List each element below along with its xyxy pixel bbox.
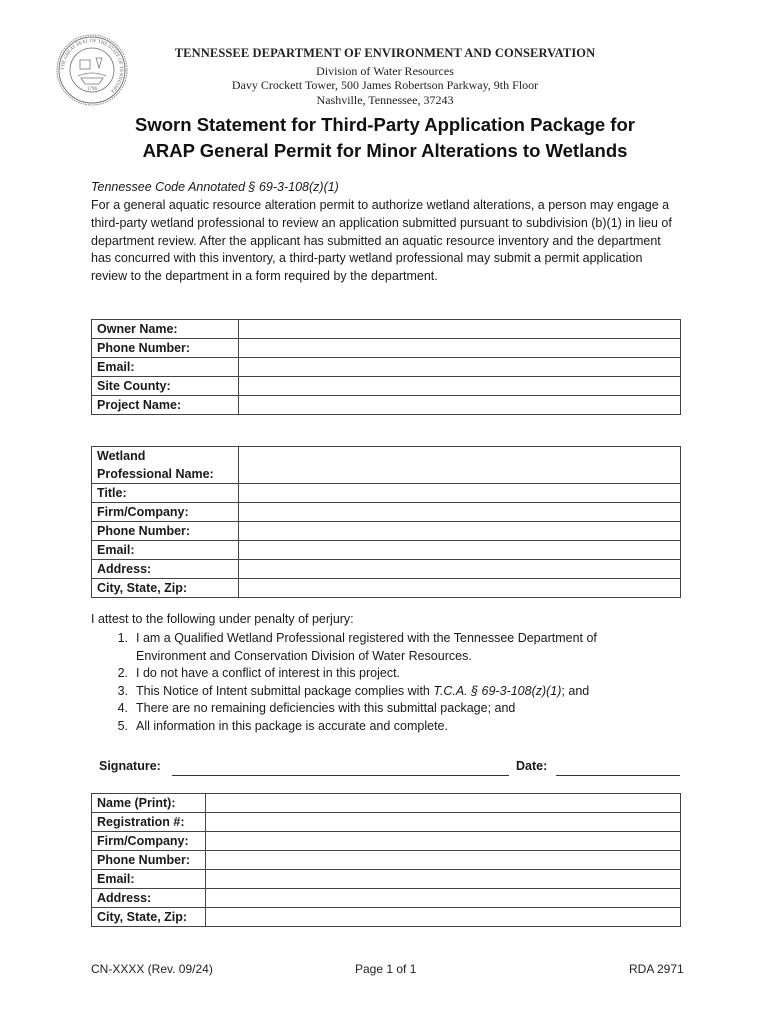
attest-item-number: 2. bbox=[117, 666, 128, 681]
professional-firm-field[interactable] bbox=[239, 503, 681, 522]
project-name-field[interactable] bbox=[239, 396, 681, 415]
date-line[interactable] bbox=[556, 775, 680, 776]
form-title-line-1: Sworn Statement for Third-Party Application Package for bbox=[135, 114, 635, 135]
owner-name-field[interactable] bbox=[239, 320, 681, 339]
signature-line[interactable] bbox=[172, 775, 509, 776]
owner-info-table bbox=[91, 319, 681, 415]
signer-email-field[interactable] bbox=[206, 870, 681, 889]
attest-item-text: I am a Qualified Wetland Professional registered with the Tennessee Department of Environment and Conservation Division of Water Resources. bbox=[136, 631, 597, 663]
signer-address-field[interactable] bbox=[206, 889, 681, 908]
date-label: Date: bbox=[516, 759, 548, 773]
rda-number: RDA 2971 bbox=[629, 962, 684, 976]
attest-item-text: All information in this package is accurate and complete. bbox=[136, 718, 448, 733]
signer-address-label: Address: bbox=[92, 889, 206, 908]
professional-city-field[interactable] bbox=[239, 579, 681, 598]
division-name: Division of Water Resources bbox=[316, 64, 454, 78]
seal-year: 1796 bbox=[87, 87, 97, 92]
attest-item-text-post: ; and bbox=[561, 683, 590, 698]
statute-citation: Tennessee Code Annotated § 69-3-108(z)(1) bbox=[91, 180, 339, 194]
site-county-label: Site County: bbox=[92, 377, 239, 396]
seal-outer-text: THE GREAT SEAL OF THE STATE OF TENNESSEE bbox=[60, 38, 124, 94]
form-id: CN-XXXX (Rev. 09/24) bbox=[91, 962, 213, 976]
registration-label: Registration #: bbox=[92, 813, 206, 832]
print-name-field[interactable] bbox=[206, 794, 681, 813]
agency-address: Davy Crockett Tower, 500 James Robertson Parkway, 9th Floor bbox=[231, 78, 539, 92]
attest-item-text bbox=[136, 683, 668, 701]
professional-name-field[interactable] bbox=[239, 447, 681, 484]
attest-item-text: There are no remaining deficiencies with this submittal package; and bbox=[136, 701, 516, 716]
professional-name-label bbox=[92, 447, 239, 484]
print-name-label: Name (Print): bbox=[92, 794, 206, 813]
attest-item bbox=[108, 665, 668, 683]
professional-phone-field[interactable] bbox=[239, 522, 681, 541]
signer-city-label: City, State, Zip: bbox=[92, 908, 206, 927]
attest-item-number: 3. bbox=[117, 683, 128, 698]
owner-phone-label: Phone Number: bbox=[92, 339, 239, 358]
project-name-label: Project Name: bbox=[92, 396, 239, 415]
attest-list bbox=[108, 630, 668, 736]
professional-city-label: City, State, Zip: bbox=[92, 579, 239, 598]
owner-email-field[interactable] bbox=[239, 358, 681, 377]
owner-phone-field[interactable] bbox=[239, 339, 681, 358]
signer-firm-field[interactable] bbox=[206, 832, 681, 851]
intro-paragraph: For a general aquatic resource alteration permit to authorize wetland alterations, a person may engage a third-party wetland professional to review an application submitted pursuant to subdivision (b)(1) in lieu of department review. After the applicant has submitted an aquatic resource inventory and the department has concurred with this inventory, a third-party wetland professional may submit a permit application review to the department in a form required by the department. bbox=[91, 198, 672, 284]
professional-name-label-line-2: Professional Name: bbox=[97, 467, 214, 481]
signature-label: Signature: bbox=[99, 759, 161, 773]
site-county-field[interactable] bbox=[239, 377, 681, 396]
owner-email-label: Email: bbox=[92, 358, 239, 377]
signer-phone-label: Phone Number: bbox=[92, 851, 206, 870]
attest-item-number: 5. bbox=[117, 718, 128, 733]
attest-item-number: 1. bbox=[117, 631, 128, 645]
agency-city: Nashville, Tennessee, 37243 bbox=[316, 93, 454, 107]
signer-firm-label: Firm/Company: bbox=[92, 832, 206, 851]
signer-phone-field[interactable] bbox=[206, 851, 681, 870]
attest-item bbox=[108, 683, 668, 701]
signer-email-label: Email: bbox=[92, 870, 206, 889]
attest-item bbox=[108, 630, 668, 665]
professional-address-label: Address: bbox=[92, 560, 239, 579]
professional-title-field[interactable] bbox=[239, 484, 681, 503]
attest-item-number: 4. bbox=[117, 701, 128, 716]
professional-phone-label: Phone Number: bbox=[92, 522, 239, 541]
professional-address-field[interactable] bbox=[239, 560, 681, 579]
wetland-professional-table bbox=[91, 446, 681, 598]
signer-city-field[interactable] bbox=[206, 908, 681, 927]
professional-firm-label: Firm/Company: bbox=[92, 503, 239, 522]
attest-intro: I attest to the following under penalty of perjury: bbox=[91, 612, 354, 626]
tca-citation: T.C.A. § 69-3-108(z)(1) bbox=[433, 683, 562, 698]
professional-email-field[interactable] bbox=[239, 541, 681, 560]
attest-item bbox=[108, 700, 668, 718]
signer-info-table bbox=[91, 793, 681, 927]
attest-item-text: I do not have a conflict of interest in this project. bbox=[136, 666, 401, 681]
attest-item-text-pre: This Notice of Intent submittal package complies with bbox=[136, 683, 434, 698]
attest-item bbox=[108, 718, 668, 736]
owner-name-label: Owner Name: bbox=[92, 320, 239, 339]
professional-title-label: Title: bbox=[92, 484, 239, 503]
professional-email-label: Email: bbox=[92, 541, 239, 560]
page-number: Page 1 of 1 bbox=[355, 962, 417, 976]
professional-name-label-line-1: Wetland bbox=[97, 449, 146, 463]
form-title-line-2: ARAP General Permit for Minor Alterations to Wetlands bbox=[142, 140, 628, 161]
form-title bbox=[0, 112, 770, 164]
registration-field[interactable] bbox=[206, 813, 681, 832]
agency-name: TENNESSEE DEPARTMENT OF ENVIRONMENT AND CONSERVATION bbox=[174, 46, 596, 60]
